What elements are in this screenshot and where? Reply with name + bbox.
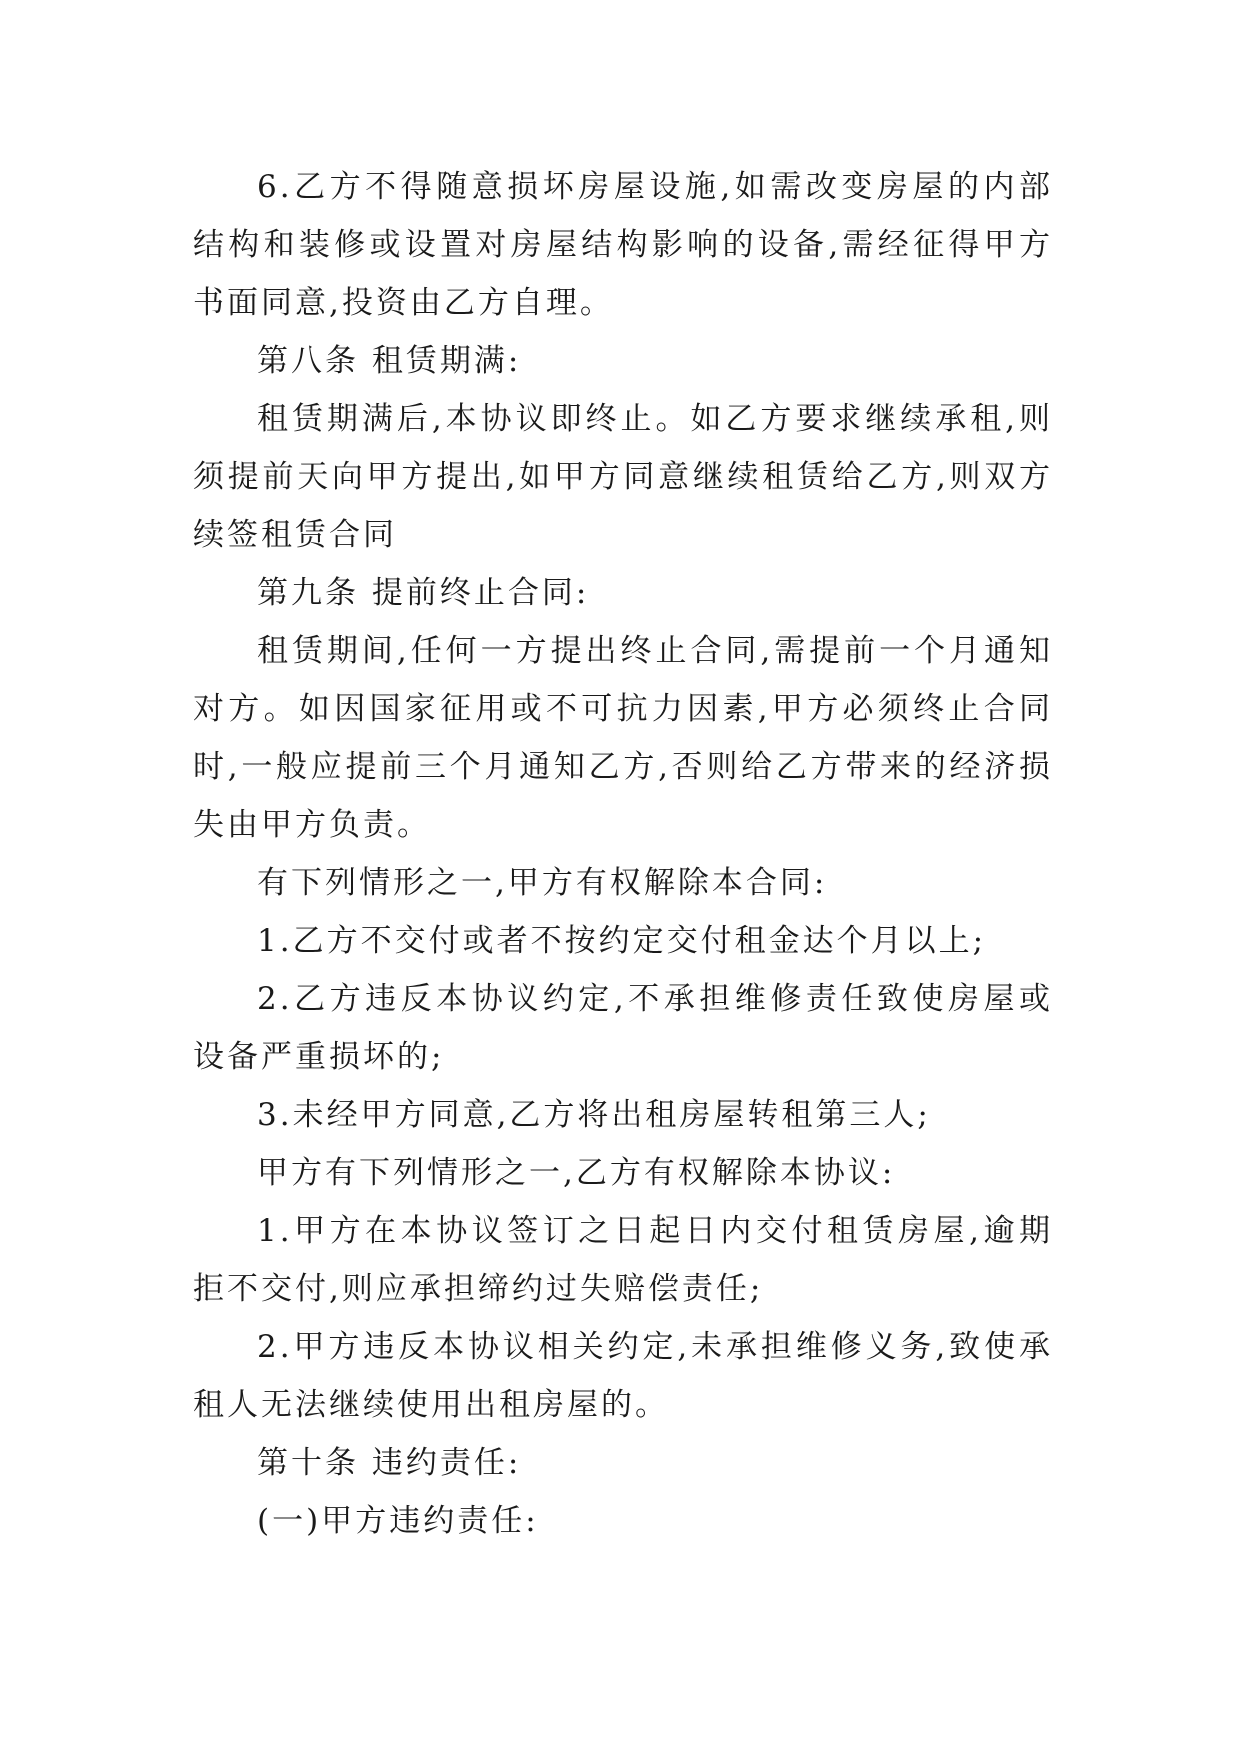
list-item-landlord-1: 1.乙方不交付或者不按约定交付租金达个月以上; — [257, 923, 987, 959]
paragraph-landlord-rights-intro: 有下列情形之一,甲方有权解除本合同: — [257, 865, 828, 901]
list-item-landlord-3: 3.未经甲方同意,乙方将出租房屋转租第三人; — [257, 1097, 931, 1133]
heading-article-9: 第九条 提前终止合同: — [257, 575, 590, 611]
paragraph-tenant-rights-intro: 甲方有下列情形之一,乙方有权解除本协议: — [257, 1155, 896, 1191]
paragraph-lease-expiry: 租赁期满后,本协议即终止。如乙方要求继续承租,则须提前天向甲方提出,如甲方同意继续租赁给乙方,则双方续签租赁合同 — [193, 401, 1053, 553]
paragraph-early-termination: 租赁期间,任何一方提出终止合同,需提前一个月通知对方。如因国家征用或不可抗力因素,甲方必须终止合同时,一般应提前三个月通知乙方,否则给乙方带来的经济损失由甲方负责。 — [193, 633, 1053, 843]
list-item-tenant-1: 1.甲方在本协议签订之日起日内交付租赁房屋,逾期拒不交付,则应承担缔约过失赔偿责任; — [193, 1213, 1053, 1307]
list-item-landlord-2: 2.乙方违反本协议约定,不承担维修责任致使房屋或设备严重损坏的; — [193, 981, 1053, 1075]
paragraph-clause-6: 6.乙方不得随意损坏房屋设施,如需改变房屋的内部结构和装修或设置对房屋结构影响的设备,需经征得甲方书面同意,投资由乙方自理。 — [193, 169, 1053, 321]
document-body — [193, 158, 1053, 1550]
heading-article-8: 第八条 租赁期满: — [257, 343, 522, 379]
list-item-tenant-2: 2.甲方违反本协议相关约定,未承担维修义务,致使承租人无法继续使用出租房屋的。 — [193, 1329, 1053, 1423]
subheading-landlord-liability: (一)甲方违约责任: — [257, 1503, 539, 1539]
heading-article-10: 第十条 违约责任: — [257, 1445, 522, 1481]
